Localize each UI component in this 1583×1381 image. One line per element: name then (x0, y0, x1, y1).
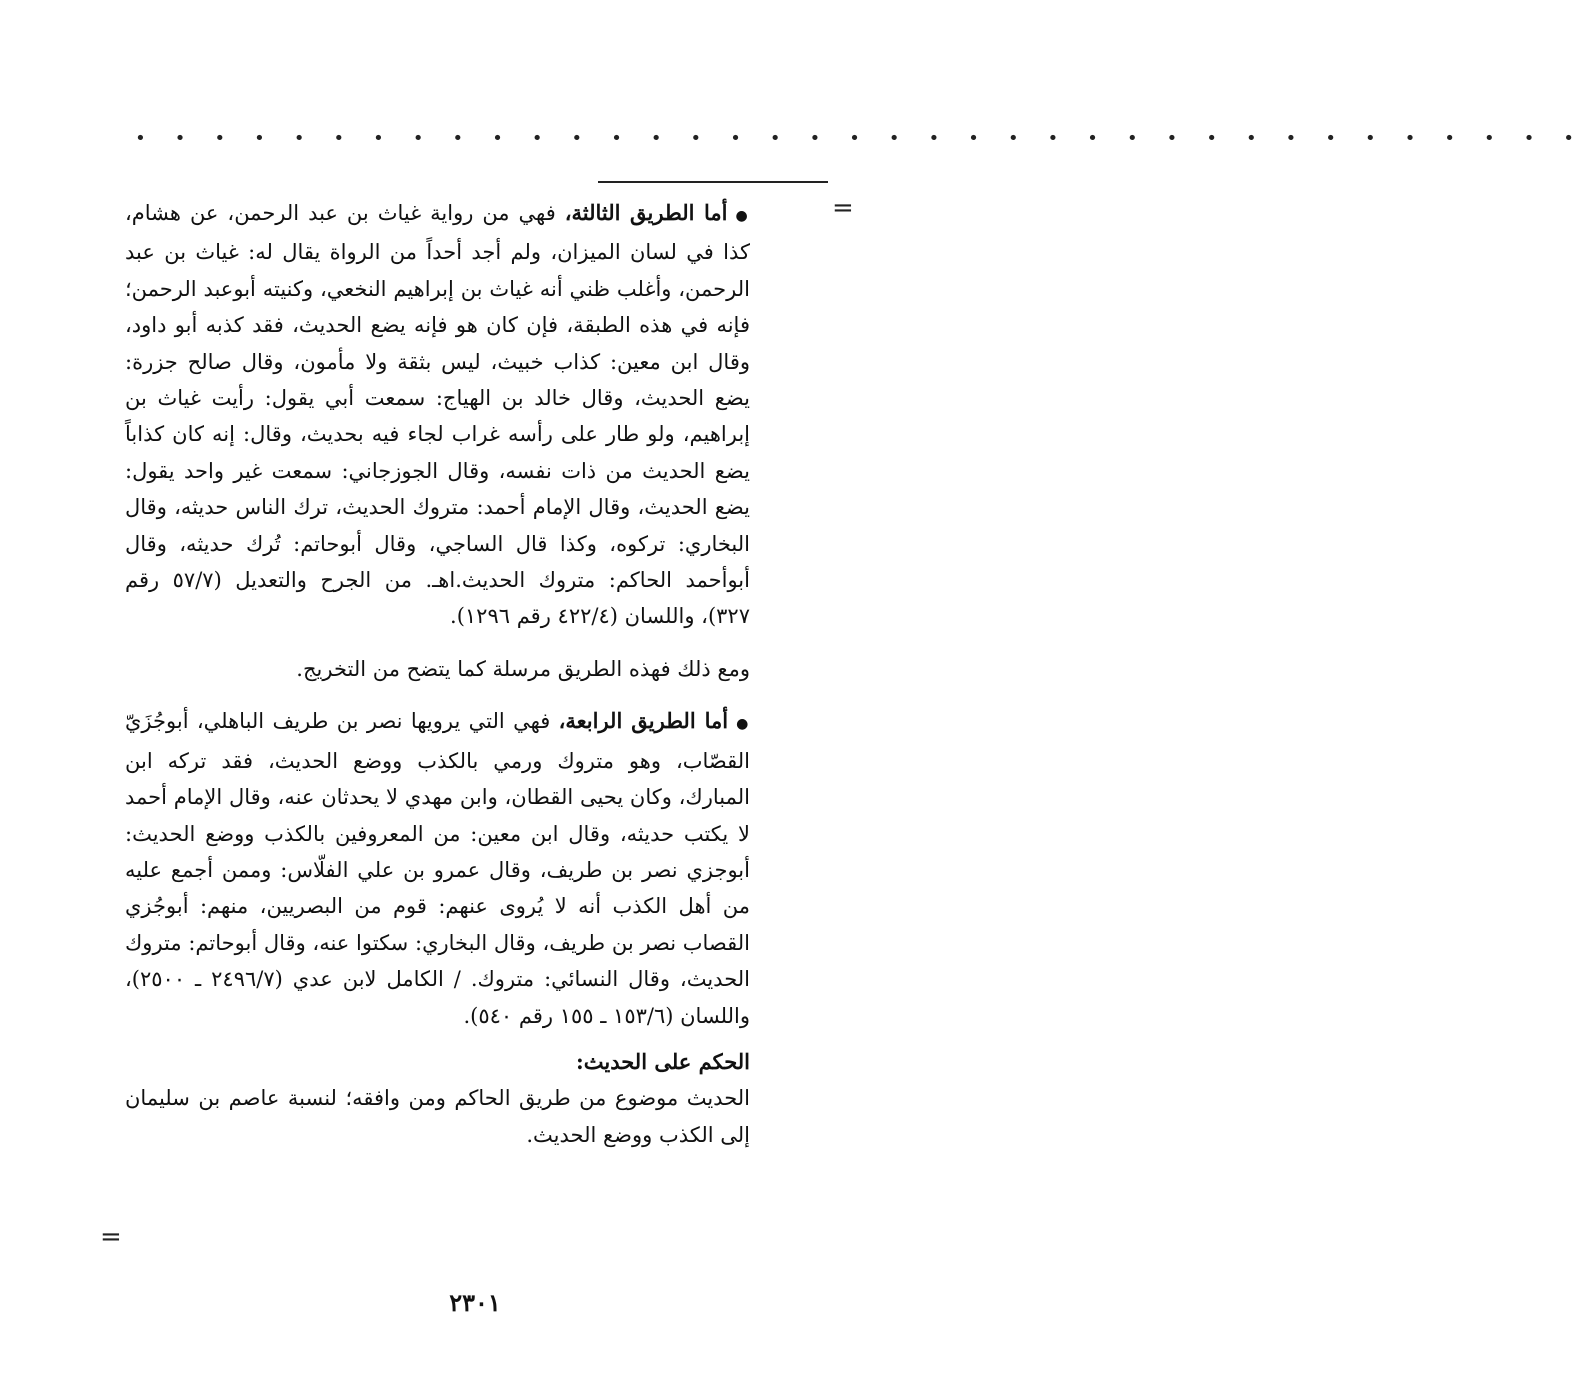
paragraph-verdict: الحديث موضوع من طريق الحاكم ومن وافقه؛ لنسبة عاصم بن سليمان إلى الكذب ووضع الحديث. (125, 1086, 750, 1147)
paragraph-text: فهي التي يرويها نصر بن طريف الباهلي، أبوجُزَيّ القصّاب، وهو متروك ورمي بالكذب ووضع الحديث، فقد تركه ابن المبارك، وكان يحيى القطان، وابن مهدي لا يحدثان عنه، وقال الإمام أحمد لا يكتب حديثه، وقال ابن معين: من المعروفين بالكذب ووضع الحديث: أبوجزي نصر بن طريف، وقال عمرو بن علي الفلّاس: وممن أجمع عليه من أهل الكذب أنه لا يُروى عنهم: قوم من البصريين، منهم: أبوجُزي القصاب نصر بن طريف، وقال البخاري: سكتوا عنه، وقال أبوحاتم: متروك الحديث، وقال النسائي: متروك. / الكامل لابن عدي (٢٤٩٦/٧ ـ ٢٥٠٠)، واللسان (١٥٣/٦ ـ ١٥٥ رقم ٥٤٠). (125, 709, 750, 1028)
bullet-icon: ● (736, 716, 750, 733)
paragraph-lead: أما الطريق الثالثة، (564, 200, 728, 225)
separator-dots: • • • • • • • • • • • • • • • • • • • • • • • • • • • • • • • • • • • • • (135, 128, 1583, 149)
paragraph-text: فهي من رواية غياث بن عبد الرحمن، عن هشام، كذا في لسان الميزان، ولم أجد أحداً من الرواة يقال له: غياث بن عبد الرحمن، وأغلب ظني أنه غياث بن إبراهيم النخعي، وكنيته أبوعبد الرحمن؛ فإنه في هذه الطبقة، فإن كان هو فإنه يضع الحديث، فقد كذبه أبو داود، وقال ابن معين: كذاب خبيث، ليس بثقة ولا مأمون، وقال صالح جزرة: يضع الحديث، وقال خالد بن الهياج: سمعت أبي يقول: رأيت غياث بن إبراهيم، ولو طار على رأسه غراب لجاء فيه بحديث، وقال: إنه كان كذاباً يضع الحديث من ذات نفسه، وقال الجوزجاني: سمعت غير واحد يقول: يضع الحديث، وقال الإمام أحمد: متروك الحديث، ترك الناس حديثه، وقال البخاري: تركوه، وكذا قال الساجي، وقال أبوحاتم: تُرك حديثه، وقال أبوأحمد الحاكم: متروك الحديث.اهـ. من الجرح والتعديل (٥٧/٧ رقم ٣٢٧)، واللسان (٤٢٢/٤ رقم ١٢٩٦). (125, 201, 750, 629)
paragraph-lead: أما الطريق الرابعة، (558, 708, 729, 734)
section-heading: الحكم على الحديث: (576, 1048, 750, 1074)
paragraph-third-route (125, 195, 750, 635)
bullet-icon: ● (735, 208, 751, 224)
page-number: ٢٣٠١ (449, 1288, 501, 1317)
paragraph-note: ومع ذلك فهذه الطريق مرسلة كما يتضح من التخريج. (296, 656, 750, 681)
continuation-mark-bottom: = (100, 1222, 122, 1252)
paragraph-fourth-route (125, 703, 750, 1034)
body-text (125, 195, 750, 1153)
continuation-mark-top: = (832, 193, 854, 223)
footnote-rule (598, 181, 828, 183)
